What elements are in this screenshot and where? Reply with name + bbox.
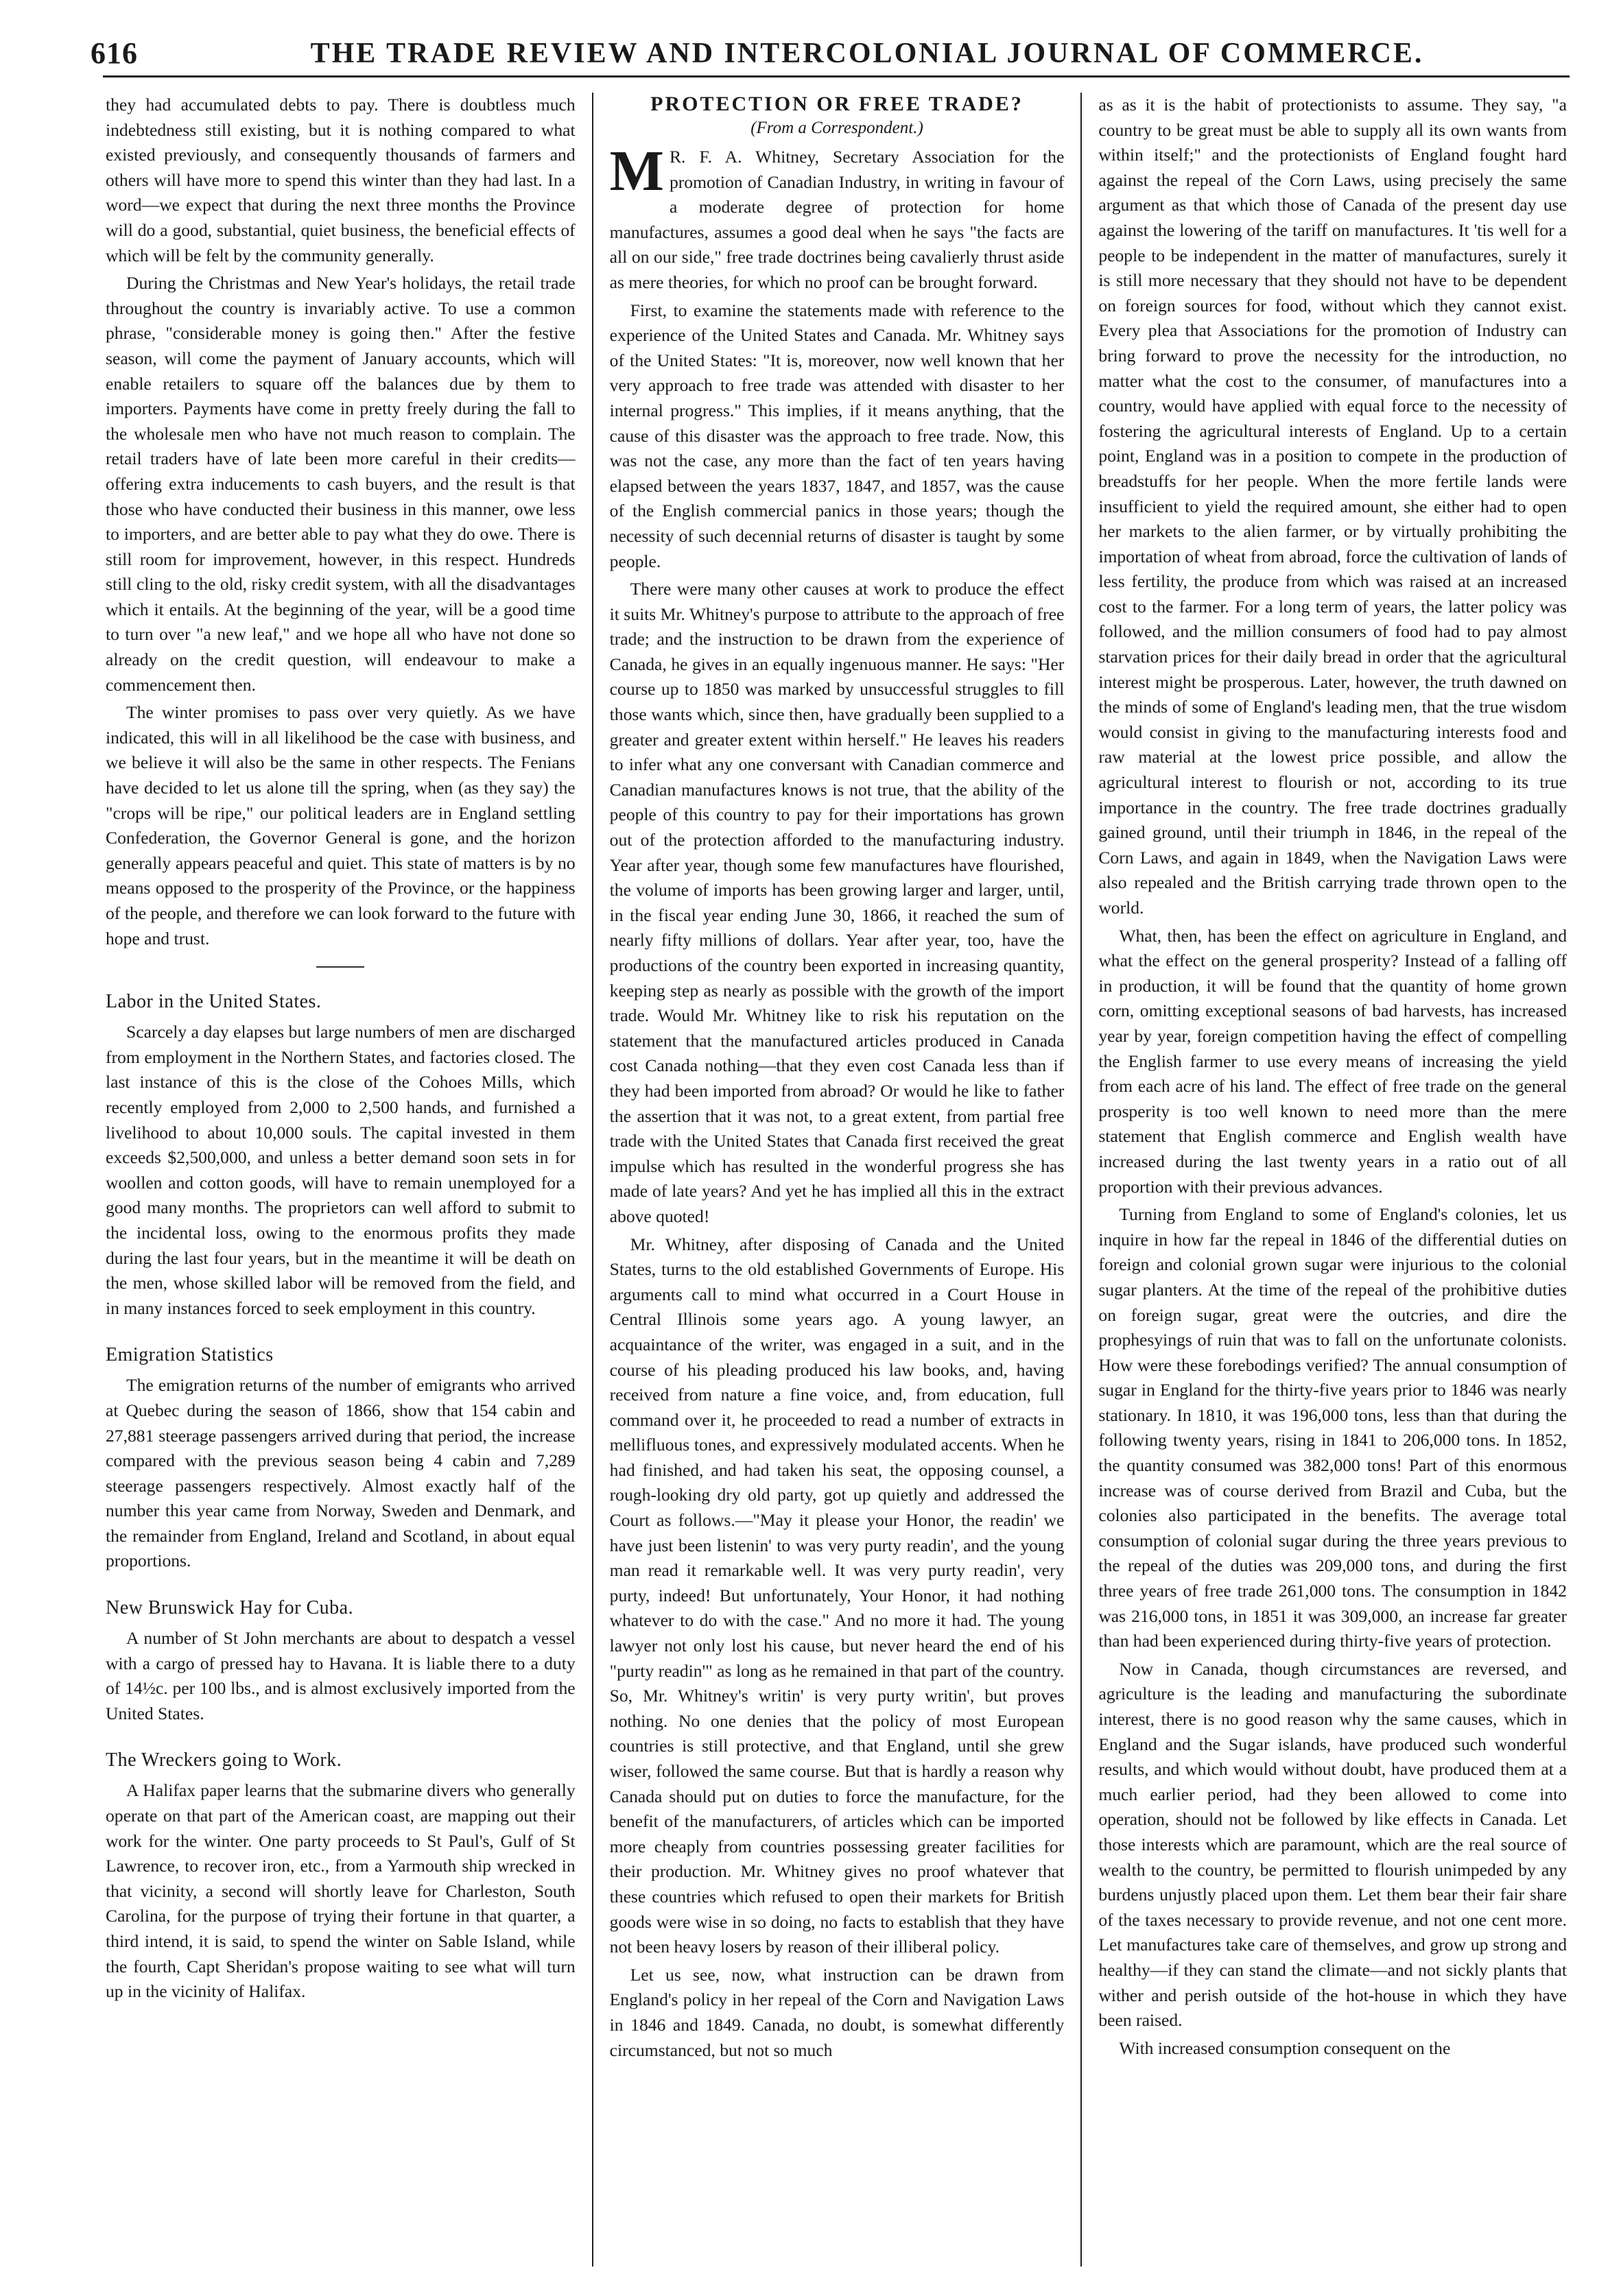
article-paragraph: Now in Canada, though circumstances are reversed, and agriculture is the leading and manufacturing the subordinate interest, there is no good reason why the same causes, which in England and the Sugar islands, have produced such wonderful results, and which would without doubt, have produced them at a much earlier period, had they been allowed to come into operation, should not be followed by like effects in Canada. Let those interests which are paramount, which are the real source of wealth to the country, be permitted to flourish unimpeded by any burdens unjustly placed upon them. Let them bear their fair share of the taxes necessary to provide revenue, and not one cent more. Let manufactures take care of themselves, and grow up strong and healthy—if they can stand the climate—and not sickly plants that wither and perish outside of the hot-house in which they have been raised. <box>1098 1658 1567 2031</box>
article-paragraph: Turning from England to some of England's colonies, let us inquire in how far the repeal in 1846 of the differential duties on foreign and colonial grown sugar were injurious to the colonial sugar planters. At the time of the repeal of the prohibitive duties on foreign sugar, great were the outcries, and dire the prophesyings of ruin that was to fall on the unfortunate colonists. How were these forebodings verified? The annual consumption of sugar in England for the thirty-five years prior to 1846 was nearly stationary. In 1810, it was 196,000 tons, less than that during the following twenty years, rising in 1841 to 206,000 tons. In 1852, the quantity consumed was 382,000 tons! Part of this enormous increase was of course derived from Brazil and Cuba, but the colonies also participated in the benefits. The average total consumption of colonial sugar during the three years previous to the repeal of the duties was 209,000 tons, and during the first three years of free trade 261,000 tons. The consumption in 1842 was 216,000 tons, in 1851 it was 309,000, an increase far greater than had been experienced during thirty-five years of protection. <box>1098 1204 1567 1651</box>
article-paragraph: There were many other causes at work to produce the effect it suits Mr. Whitney's purpose to attribute to the approach of free trade; and the instruction to be drawn from the experience of Canada, he gives in an equally ingenuous manner. He says: "Her course up to 1850 was marked by unsuccessful struggles to fill those wants which, since then, have gradually been supplied to a greater and greater extent within herself." He leaves his readers to infer what any one conversant with Canadian commerce and Canadian manufactures knows is not true, that the ability of the people of this country to pay for their importations has grown out of the protection afforded to the manufacturing industry. Year after year, though some few manufactures have flourished, the volume of imports has been growing larger and larger, until, in the fiscal year ending June 30, 1866, it reached the sum of nearly fifty millions of dollars. Year after year, too, have the productions of the country been exported in increasing quantity, keeping step as nearly as possible with the growth of the import trade. Would Mr. Whitney like to risk his reputation on the statement that the manufactured articles produced in Canada cost Canada nothing—that they even cost Canada less than if they had been imported from abroad? Or would he like to father the assertion that it was not, to a great extent, from partial free trade with the United States that Canada first received the great impulse which has resulted in the wonderful progress she has made of late years? And yet he has implied all this in the extract above quoted! <box>609 579 1065 1226</box>
article-text: R. F. A. Whitney, Secretary Association for the promotion of Canadian Industry, in writing in favour of a moderate degree of protection for home manufactures, assumes a good deal when he says "the facts are all on our side," free trade doctrines being cavalierly thrust aside as mere theories, for which no proof can be brought forward. <box>609 147 1065 292</box>
article-paragraph: Mr. Whitney, after disposing of Canada and the United States, turns to the old established Governments of Europe. His arguments call to mind what occurred in a Court House in Central Illinois some years ago. A young lawyer, an acquaintance of the writer, was engaged in a suit, and in the course of his pleading produced his law books, and, having received from nature a fine voice, and, from education, full command over it, he proceeded to read a number of extracts in mellifluous tones, and expressively modulated accents. When he had finished, and had taken his seat, the opposing counsel, a rough-looking dry old party, got up quietly and addressed the Court as follows.—"May it please your Honor, the readin' we have just been listenin' to was very purty readin', and the young man read it remarkable well. It was very purty readin', very purty, indeed! But unfortunately, Your Honor, it had nothing whatever to do with the case." And no more it had. The young lawyer not only lost his cause, but never heard the end of his "purty readin'" as long as he remained in that part of the country. So, Mr. Whitney's writin' is very purty writin', but proves nothing. No one denies that the policy of most European countries is still protective, and that England, until she grew wiser, followed the same course. But that is hardly a reason why Canada should put on duties to force the manufacture, for the benefit of the manufacturers, of articles which can be imported more cheaply from countries possessing greater facilities for their production. Mr. Whitney gives no proof whatever that these countries which refused to open their markets for British goods were wise in so doing, no facts to establish that they have not been heavy losers by reason of their illiberal policy. <box>609 1234 1065 1957</box>
heading-protection-free-trade: PROTECTION OR FREE TRADE? <box>650 93 1024 115</box>
article-paragraph: With increased consumption consequent on the <box>1119 2037 1451 2058</box>
page-number: 616 <box>91 36 138 70</box>
article-paragraph: as as it is the habit of protectionists to assume. They say, "a country to be great must be able to supply all its own wants from within itself;" and the protectionists of England fought hard against the repeal of the Corn Laws, using precisely the same argument as that which those of Canada of the present day use against the lowering of the tariff on manufactures. It 'tis well for a people to be independent in the matter of manufactures, surely it is still more necessary that they should not have to be dependent on foreign sources for food, without which they cannot exist. Every plea that Associations for the promotion of Industry can bring forward to prove the necessity for the introduction, no matter what the cost to the consumer, of manufactures into a country, would have applied with equal force to the necessity of fostering the agricultural interests of England. Up to a certain point, England was in a position to compete in the production of breadstuffs for her people. When the more fertile lands were insufficient to yield the required amount, she either had to open her markets to the alien farmer, or by virtually prohibiting the importation of wheat from abroad, force the cultivation of lands of less fertility, the produce from which was raised at an increased cost to the farmer. For a long term of years, the latter policy was followed, and the million consumers of food had to pay almost starvation prices for their daily bread in order that the agricultural interest might be prosperous. Later, however, the truth dawned on the minds of some of England's leading men, that the true wisdom would consist in giving to the manufacturing interests food and raw material at the lowest price possible, and allow the agricultural interest to flourish or not, according to its true importance in the country. The free trade doctrines gradually gained ground, until their triumph in 1846, in the repeal of the Corn Laws, and again in 1849, when the Navigation Laws were also repealed and the British carrying trade thrown open to the world. <box>1098 95 1567 918</box>
heading-wreckers: The Wreckers going to Work. <box>106 1749 342 1771</box>
article-paragraph: A number of St John merchants are about to despatch a vessel with a cargo of pressed hay to Havana. It is liable there to a duty of 14½c. per 100 lbs., and is almost exclusively imported from the United States. <box>106 1628 576 1723</box>
byline: (From a Correspondent.) <box>750 119 923 137</box>
journal-title: THE TRADE REVIEW AND INTERCOLONIAL JOURNAL OF COMMERCE. <box>310 38 1424 69</box>
article-paragraph <box>609 139 1065 296</box>
article-paragraph: First, to examine the statements made with reference to the experience of the United States and Canada. Mr. Whitney says of the United States: "It is, moreover, now well known that her very approach to free trade was attended with disaster to her internal progress." This implies, if it means anything, that the cause of this disaster was the approach to free trade. Now, this was not the case, any more than the fact of ten years having elapsed between the years 1837, 1847, and 1857, was the cause of the English commercial panics in those years; though the necessity of such decennial returns of disaster is taught by some people. <box>609 300 1065 571</box>
masthead <box>91 32 1570 77</box>
article-paragraph: What, then, has been the effect on agriculture in England, and what the effect on the general prosperity? Instead of a falling off in production, it will be found that the quantity of home grown corn, omitting exceptional seasons of bad harvests, has increased year by year, foreign competition having the effect of compelling the English farmer to use every means of increasing the yield from each acre of his land. The effect of free trade on the general prosperity is too well known to need more than the mere statement that English commerce and English wealth have increased during the last twenty years in a ratio out of all proportion with their previous advances. <box>1098 925 1567 1197</box>
article-paragraph: During the Christmas and New Year's holidays, the retail trade throughout the country is invariably active. To use a common phrase, "considerable money is going then." After the festive season, will come the payment of January accounts, which will enable retailers to square off the balances due by them to importers. Payments have come in pretty freely during the fall to the wholesale men who have not much reason to complain. The retail traders have of late been more careful in their credits—offering extra inducements to cash buyers, and the result is that those who have conducted their business in this manner, owe less to importers, and are better able to pay what they do owe. There is still room for improvement, however, in this respect. Hundreds still cling to the old, risky credit system, with all the disadvantages which it entails. At the beginning of the year, will be a good time to turn over "a new leaf," and we hope all who have not done so already on the credit question, will endeavour to make a commencement then. <box>106 273 576 695</box>
drop-cap: M <box>609 139 664 203</box>
column-left <box>103 93 592 2267</box>
article-paragraph: The winter promises to pass over very quietly. As we have indicated, this will in all likelihood be the case with business, and we believe it will also be the same in other respects. The Fenians have decided to let us alone till the spring, when (as they say) the "crops will be ripe," our political leaders are in England settling Confederation, the Governor General is gone, and the horizon generally appears peaceful and quiet. This state of matters is by no means opposed to the prosperity of the Province, or the happiness of the people, and therefore we can look forward to the future with hope and trust. <box>106 702 576 948</box>
article-paragraph: The emigration returns of the number of emigrants who arrived at Quebec during the season of 1866, show that 154 cabin and 27,881 steerage passengers arrived during that period, the increase compared with the previous season being 4 cabin and 7,289 steerage passengers respectively. Almost exactly half of the number this year came from Norway, Sweden and Denmark, and the remainder from England, Ireland and Scotland, in about equal proportions. <box>106 1375 576 1571</box>
heading-emigration: Emigration Statistics <box>106 1344 274 1366</box>
column-middle <box>592 93 1081 2267</box>
article-paragraph: Scarcely a day elapses but large numbers of men are discharged from employment in the Northern States, and factories closed. The last instance of this is the close of the Cohoes Mills, which recently employed from 2,000 to 2,500 hands, and furnished a livelihood to about 10,000 souls. The capital invested in them exceeds $2,500,000, and unless a better demand soon sets in for woollen and cotton goods, will have to remain unemployed for a good many months. The proprietors can well afford to submit to the incidental loss, owing to the enormous profits they made during the last four years, but in the meantime it will be death on the men, whose skilled labor will be removed from the field, and in many instances forced to seek employment in this country. <box>106 1022 576 1318</box>
heading-hay: New Brunswick Hay for Cuba. <box>106 1597 354 1619</box>
article-columns <box>103 93 1570 2267</box>
article-paragraph: A Halifax paper learns that the submarine divers who generally operate on that part of the American coast, are mapping out their work for the winter. One party proceeds to St Paul's, Gulf of St Lawrence, to recover iron, etc., from a Yarmouth ship wrecked in that vicinity, a second will shortly leave for Charleston, South Carolina, for the purpose of trying their fortune in that quarter, a third intend, it is said, to spend the winter on Sable Island, while the fourth, Capt Sheridan's propose waiting to see what will turn up in the vicinity of Halifax. <box>106 1780 576 2002</box>
column-right <box>1080 93 1570 2267</box>
article-paragraph: Let us see, now, what instruction can be drawn from England's policy in her repeal of the Corn and Navigation Laws in 1846 and 1849. Canada, no doubt, is somewhat differently circumstanced, but not so much <box>609 1964 1065 2060</box>
heading-labor: Labor in the United States. <box>106 991 322 1013</box>
section-rule <box>316 966 364 968</box>
article-paragraph: they had accumulated debts to pay. There is doubtless much indebtedness still existing, but it is nothing compared to what existed previously, and consequently thousands of farmers and others will have more to spend this winter than they had last. In a word—we expect that during the next three months the Province will do a good, substantial, quiet business, the beneficial effects of which will be felt by the community generally. <box>106 95 576 265</box>
